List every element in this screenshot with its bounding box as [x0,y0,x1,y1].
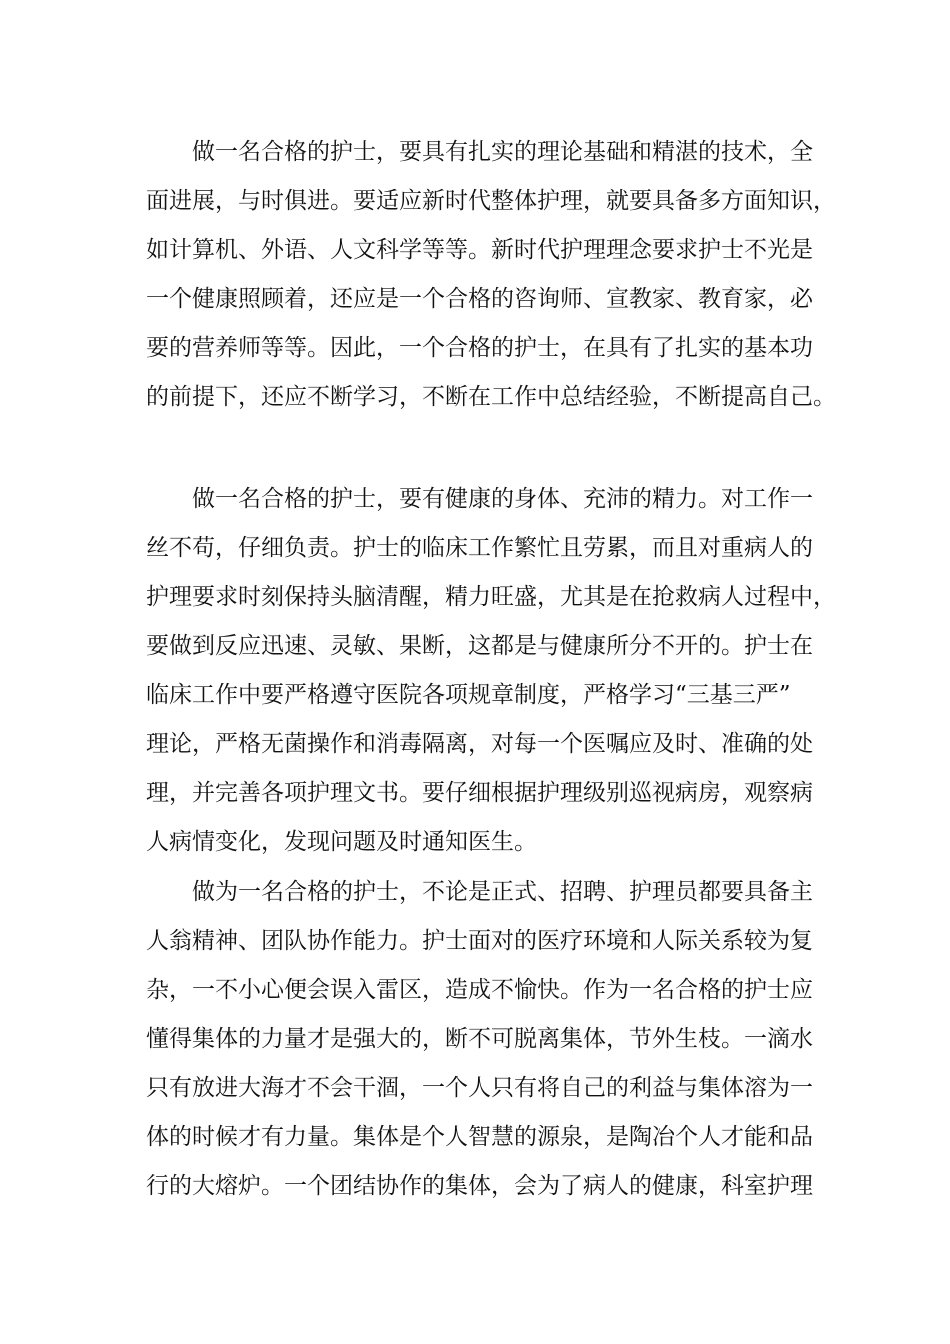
paragraph-line: 人翁精神、团队协作能力。护士面对的医疗环境和人际关系较为复 [146,928,813,954]
paragraph-line: 杂，一不小心便会误入雷区，造成不愉快。作为一名合格的护士应 [146,977,813,1003]
paragraph-line: 懂得集体的力量才是强大的，断不可脱离集体，节外生枝。一滴水 [146,1026,813,1052]
paragraph-line: 只有放进大海才不会干涸，一个人只有将自己的利益与集体溶为一 [146,1075,813,1101]
paragraph-line: 临床工作中要严格遵守医院各项规章制度，严格学习“三基三严” [146,682,791,708]
paragraph-line: 如计算机、外语、人文科学等等。新时代护理理念要求护士不光是 [146,237,813,263]
paragraph-line: 体的时候才有力量。集体是个人智慧的源泉，是陶冶个人才能和品 [146,1124,813,1150]
paragraph-health-and-energy [146,475,836,867]
paragraph-line: 的前提下，还应不断学习，不断在工作中总结经验，不断提高自己。 [146,384,836,410]
paragraph-line: 丝不苟，仔细负责。护士的临床工作繁忙且劳累，而且对重病人的 [146,535,813,561]
paragraph-line: 理，并完善各项护理文书。要仔细根据护理级别巡视病房，观察病 [146,780,813,806]
paragraph-teamwork [146,868,816,1211]
paragraph-line: 要的营养师等等。因此，一个合格的护士，在具有了扎实的基本功 [146,335,813,361]
paragraph-line: 人病情变化，发现问题及时通知医生。 [146,829,537,855]
paragraph-line: 做一名合格的护士，要具有扎实的理论基础和精湛的技术，全 [192,139,813,165]
paragraph-line: 护理要求时刻保持头脑清醒，精力旺盛，尤其是在抢救病人过程中， [146,584,836,610]
paragraph-line: 面进展，与时俱进。要适应新时代整体护理，就要具备多方面知识， [146,188,836,214]
paragraph-line: 理论，严格无菌操作和消毒隔离，对每一个医嘱应及时、准确的处 [146,731,813,757]
paragraph-professional-knowledge [146,128,836,422]
paragraph-line: 做为一名合格的护士，不论是正式、招聘、护理员都要具备主 [192,879,813,905]
paragraph-line: 做一名合格的护士，要有健康的身体、充沛的精力。对工作一 [192,486,813,512]
paragraph-line: 一个健康照顾着，还应是一个合格的咨询师、宣教家、教育家，必 [146,286,813,312]
paragraph-line: 行的大熔炉。一个团结协作的集体，会为了病人的健康，科室护理 [146,1173,813,1199]
paragraph-line: 要做到反应迅速、灵敏、果断，这都是与健康所分不开的。护士在 [146,633,813,659]
